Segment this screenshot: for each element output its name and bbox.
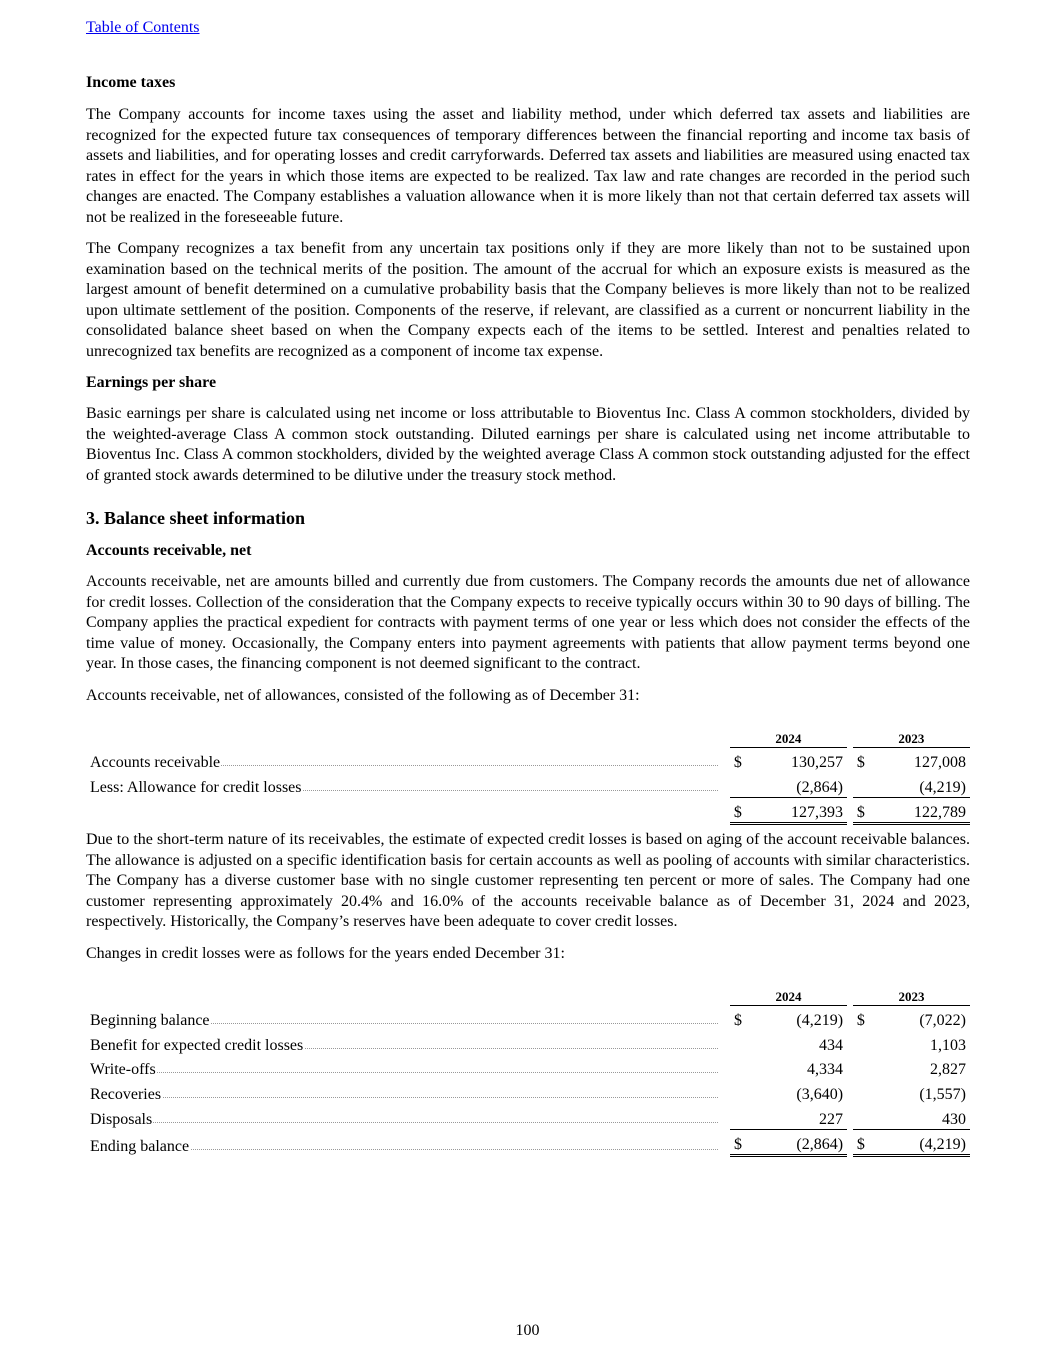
table-total-row — [86, 1129, 970, 1156]
value-2024: 227 — [819, 1110, 844, 1128]
currency-symbol — [730, 1104, 752, 1129]
row-label: Ending balance — [86, 1138, 190, 1155]
value-2023: 2,827 — [930, 1061, 966, 1079]
currency-symbol: $ — [853, 1129, 875, 1156]
row-label: Disposals — [86, 1111, 153, 1128]
value-2024: (4,219) — [796, 1012, 844, 1030]
currency-symbol — [730, 1030, 752, 1055]
credit-losses-paragraph: Due to the short-term nature of its receivables, the estimate of expected credit losses is based on aging of the account receivable balances. The allowance is adjusted on a specific identification basis for certain accounts as well as pooling of accounts with similar characteristics. The Company has a diverse customer base with no single customer representing ten percent or more of sales. The Company had one customer representing approximately 20.4% and 16.0% of the accounts receivable balance as of December 31, 2024 and 2023, respectively. Historically, the Company’s reserves have been adequate to cover credit losses. — [86, 831, 970, 931]
value-2024: 4,334 — [807, 1061, 844, 1079]
table-row — [86, 747, 970, 772]
currency-symbol: $ — [730, 1129, 752, 1156]
currency-symbol: $ — [734, 1012, 742, 1030]
value-2023: (1,557) — [919, 1085, 966, 1103]
currency-symbol — [853, 1030, 875, 1055]
currency-symbol — [853, 772, 875, 797]
table-of-contents-link[interactable]: Table of Contents — [86, 19, 200, 36]
row-label: Write-offs — [86, 1061, 157, 1078]
currency-symbol: $ — [730, 797, 752, 824]
credit-losses-table — [86, 980, 970, 1157]
table-total-row — [86, 797, 970, 824]
row-label: Benefit for expected credit losses — [86, 1037, 304, 1054]
year-header: 2024 — [730, 722, 847, 747]
income-taxes-heading: Income taxes — [86, 74, 176, 91]
currency-symbol: $ — [853, 797, 875, 824]
table-row — [86, 772, 970, 797]
eps-heading: Earnings per share — [86, 374, 217, 391]
value-2023: 430 — [942, 1110, 966, 1128]
currency-symbol: $ — [856, 1012, 865, 1030]
table-row — [86, 1079, 970, 1104]
eps-paragraph: Basic earnings per share is calculated using net income or loss attributable to Bioventus Inc. Class A common stockholders, divided by the weighted-average Class A common stock outstanding. Diluted earnings per share is calculated using net income attributable to Bioventus Inc. Class A common stockholders, divided by the weighted average Class A common stock outstanding adjusted for the effect of granted stock awards determined to be dilutive under the treasury stock method. — [86, 405, 970, 484]
accounts-receivable-table — [86, 722, 970, 825]
value-2023: 1,103 — [930, 1036, 966, 1054]
currency-symbol — [853, 1079, 875, 1104]
income-taxes-paragraph-2: The Company recognizes a tax benefit from any uncertain tax positions only if they are more likely than not to be sustained upon examination based on the technical merits of the position. The amount of the accrual for which an exposure exists is measured as the largest amount of benefit determined on a cumulative probability basis that the Company believes is more likely than not to be realized upon ultimate settlement of the position. Components of the reserve, if relevant, are classified as a current or noncurrent liability in the consolidated balance sheet based on when the Company expects each of the items to be settled. Interest and penalties related to unrecognized tax benefits are recognized as a component of income tax expense. — [86, 240, 970, 360]
currency-symbol — [730, 1079, 752, 1104]
table-header-row — [86, 980, 970, 1005]
value-2024: 127,393 — [752, 797, 847, 824]
value-2023: (4,219) — [919, 778, 966, 796]
currency-symbol — [730, 1055, 752, 1080]
year-header: 2023 — [853, 980, 970, 1005]
row-label: Less: Allowance for credit losses — [86, 779, 303, 796]
row-label: Accounts receivable — [86, 754, 221, 771]
row-label — [86, 806, 91, 823]
ar-table-intro: Accounts receivable, net of allowances, consisted of the following as of December 31: — [86, 687, 640, 704]
table-row — [86, 1030, 970, 1055]
currency-symbol — [853, 1104, 875, 1129]
value-2023: (7,022) — [919, 1012, 966, 1030]
value-2023: (4,219) — [875, 1129, 970, 1156]
year-header: 2023 — [853, 722, 970, 747]
table-header-row — [86, 722, 970, 747]
value-2024: 434 — [819, 1036, 844, 1054]
value-2024: (2,864) — [752, 1129, 847, 1156]
accounts-receivable-heading: Accounts receivable, net — [86, 542, 252, 559]
value-2023: 122,789 — [875, 797, 970, 824]
value-2024: 130,257 — [790, 754, 843, 772]
value-2024: (2,864) — [796, 778, 843, 796]
accounts-receivable-paragraph: Accounts receivable, net are amounts billed and currently due from customers. The Company records the amounts due net of allowance for credit losses. Collection of the consideration that the Company expects to receive typically occurs within 30 to 90 days of billing. The Company applies the practical expedient for contracts with payment terms of one year or less which does not consider the effects of the time value of money. Occasionally, the Company enters into payment agreements with patients that allow payment terms beyond one year. In those cases, the financing component is not deemed significant to the contract. — [86, 573, 970, 673]
page-number: 100 — [515, 1322, 540, 1339]
row-label: Recoveries — [86, 1086, 162, 1103]
income-taxes-paragraph-1: The Company accounts for income taxes using the asset and liability method, under which deferred tax assets and liabilities are recognized for the expected future tax consequences of temporary differences between the financial reporting and income tax basis of assets and liabilities, and for operating losses and credit carryforwards. Deferred tax assets and liabilities are measured using enacted tax rates in effect for the years in which those items are expected to be realized. Tax law and rate changes are recorded in the period such changes are enacted. The Company establishes a valuation allowance when it is more likely than not that certain deferred tax assets will not be realized in the foreseeable future. — [86, 106, 970, 226]
table-row — [86, 1104, 970, 1129]
currency-symbol — [853, 1055, 875, 1080]
value-2024: (3,640) — [796, 1085, 844, 1103]
table-row — [86, 1005, 970, 1030]
row-label: Beginning balance — [86, 1012, 211, 1029]
currency-symbol: $ — [733, 754, 742, 772]
cl-table-intro: Changes in credit losses were as follows for the years ended December 31: — [86, 945, 565, 962]
currency-symbol — [730, 772, 752, 797]
balance-sheet-heading: 3. Balance sheet information — [86, 508, 305, 528]
year-header: 2024 — [730, 980, 847, 1005]
table-row — [86, 1055, 970, 1080]
currency-symbol: $ — [856, 754, 865, 772]
value-2023: 127,008 — [914, 754, 966, 772]
